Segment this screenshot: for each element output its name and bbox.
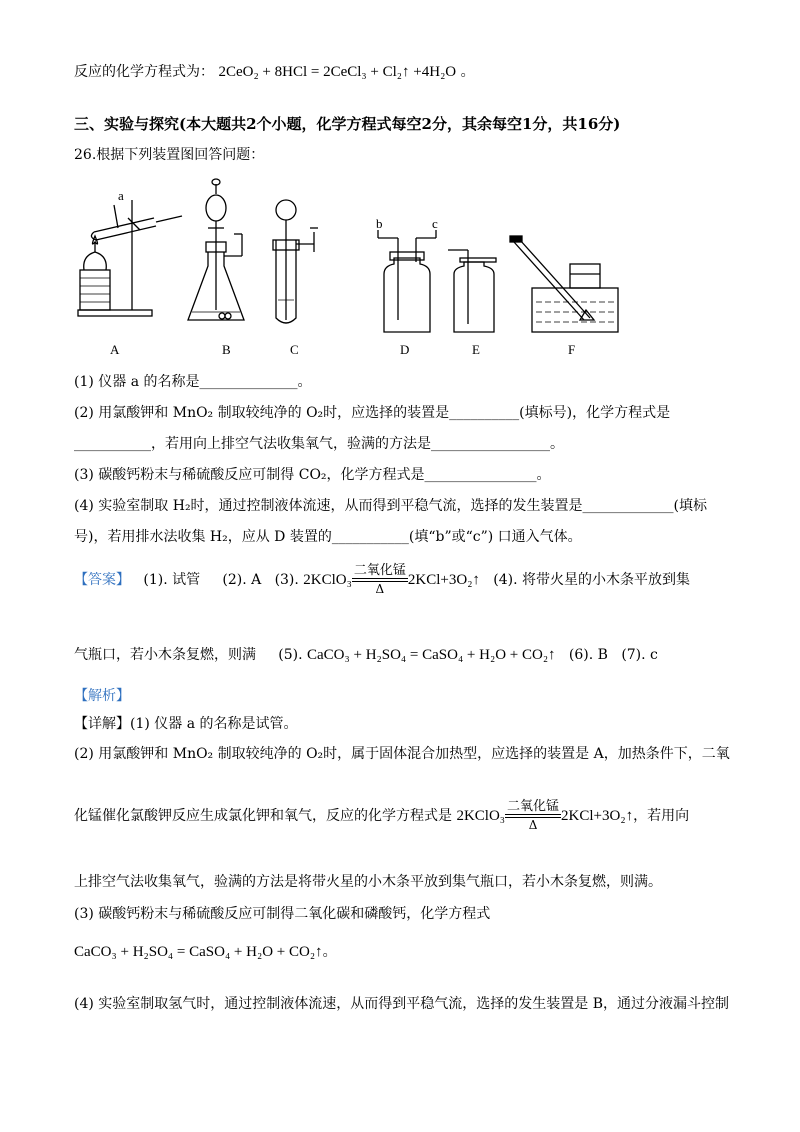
eq1-right: 2KCl+3O₂↑ bbox=[407, 572, 480, 588]
pointer-a bbox=[114, 205, 118, 228]
q-item-1: (1) 仪器 a 的名称是______________。 bbox=[74, 374, 312, 390]
eq1-left: 2KClO₃ bbox=[303, 572, 352, 588]
label-F: F bbox=[568, 342, 576, 357]
q-item-4-cont: 号)，若用排水法收集 H₂，应从 D 装置的___________(填“b”或“c”) 口通入气体。 bbox=[74, 529, 582, 545]
answer-line-1 bbox=[74, 564, 690, 596]
analysis-6-suffix: 。 bbox=[322, 944, 337, 960]
q-item-4: (4) 实验室制取 H₂时，通过控制液体流速，从而得到平稳气流，选择的发生装置是_____________(填标 bbox=[74, 498, 708, 514]
reaction-prefix: 反应的化学方程式为： bbox=[74, 64, 214, 80]
answer-tag: 【答案】 bbox=[74, 572, 130, 588]
catalyst-label: 二氧化锰 bbox=[353, 563, 406, 578]
apparatus-a bbox=[78, 200, 182, 316]
apparatus-e bbox=[448, 250, 496, 332]
answer-4: (4). 将带火星的小木条平放到集 bbox=[493, 572, 691, 588]
analysis-catalyst: 二氧化锰 bbox=[507, 799, 560, 814]
question-stem: 26.根据下列装置图回答问题： bbox=[74, 147, 265, 163]
section-heading: 三、实验与探究(本大题共2个小题，化学方程式每空2分，其余每空1分，共16分) bbox=[74, 115, 621, 133]
answer-2: (2). A bbox=[222, 572, 262, 588]
label-B: B bbox=[222, 342, 231, 357]
answer-5-prefix: (5). bbox=[278, 647, 303, 663]
answer-7: (7). c bbox=[621, 647, 658, 663]
label-b-pointer: b bbox=[376, 216, 383, 231]
eq2: CaCO₃ + H₂SO₄ = CaSO₄ + H₂O + CO₂↑ bbox=[307, 647, 556, 663]
analysis-heat: Δ bbox=[528, 818, 538, 832]
analysis-line-1: 【详解】(1) 仪器 a 的名称是试管。 bbox=[74, 716, 298, 732]
analysis-line-4: 上排空气法收集氧气，验满的方法是将带火星的小木条平放到集气瓶口，若小木条复燃，则满。 bbox=[74, 874, 662, 890]
analysis-tag: 【解析】 bbox=[74, 688, 130, 704]
analysis-3-suffix: ，若用向 bbox=[633, 808, 690, 824]
label-E: E bbox=[472, 342, 480, 357]
eq1-condition bbox=[352, 564, 408, 596]
analysis-line-7: (4) 实验室制取氢气时，通过控制液体流速，从而得到平稳气流，选择的发生装置是 B，通过分液漏斗控制 bbox=[74, 996, 730, 1012]
analysis-line-2: (2) 用氯酸钾和 MnO₂ 制取较纯净的 O₂时，属于固体混合加热型，应选择的装置是 A，加热条件下，二氧 bbox=[74, 746, 730, 762]
answer-4-cont: 气瓶口，若小木条复燃，则满 bbox=[74, 647, 256, 663]
q-item-3: (3) 碳酸钙粉末与稀硫酸反应可制得 CO₂，化学方程式是________________。 bbox=[74, 467, 551, 483]
heat-symbol: Δ bbox=[375, 582, 385, 596]
answer-line-2 bbox=[74, 645, 658, 665]
answer-3-prefix: (3). bbox=[274, 572, 299, 588]
q-item-2: (2) 用氯酸钾和 MnO₂ 制取较纯净的 O₂时，应选择的装置是__________(填标号)，化学方程式是 bbox=[74, 405, 671, 421]
label-a-pointer: a bbox=[118, 188, 124, 203]
analysis-line-3 bbox=[74, 800, 689, 832]
label-C: C bbox=[290, 342, 299, 357]
analysis-eq-condition bbox=[505, 800, 561, 832]
label-c-pointer: c bbox=[432, 216, 438, 231]
q-item-2-cont: ___________，若用向上排空气法收集氧气，验满的方法是_________________。 bbox=[74, 436, 564, 452]
analysis-line-6 bbox=[74, 942, 337, 962]
analysis-eq-right: 2KCl+3O₂↑ bbox=[561, 808, 634, 824]
answer-1: (1). 试管 bbox=[143, 572, 201, 588]
apparatus-b bbox=[188, 179, 244, 320]
reaction-equation: 2CeO₂ + 8HCl = 2CeCl₃ + Cl₂↑ +4H₂O bbox=[218, 64, 457, 80]
answer-6: (6). B bbox=[568, 647, 608, 663]
apparatus-c bbox=[273, 200, 318, 323]
apparatus-d bbox=[378, 230, 436, 332]
reaction-line bbox=[74, 62, 475, 82]
apparatus-diagram bbox=[74, 170, 634, 360]
reaction-suffix: 。 bbox=[460, 64, 475, 80]
label-A: A bbox=[110, 342, 120, 357]
analysis-3-prefix: 化锰催化氯酸钾反应生成氯化钾和氧气，反应的化学方程式是 bbox=[74, 808, 452, 824]
analysis-eq2: CaCO₃ + H₂SO₄ = CaSO₄ + H₂O + CO₂↑ bbox=[74, 944, 323, 960]
label-D: D bbox=[400, 342, 410, 357]
analysis-eq-left: 2KClO₃ bbox=[456, 808, 506, 824]
apparatus-f bbox=[510, 236, 618, 332]
analysis-line-5: (3) 碳酸钙粉末与稀硫酸反应可制得二氧化碳和磷酸钙，化学方程式 bbox=[74, 906, 491, 922]
